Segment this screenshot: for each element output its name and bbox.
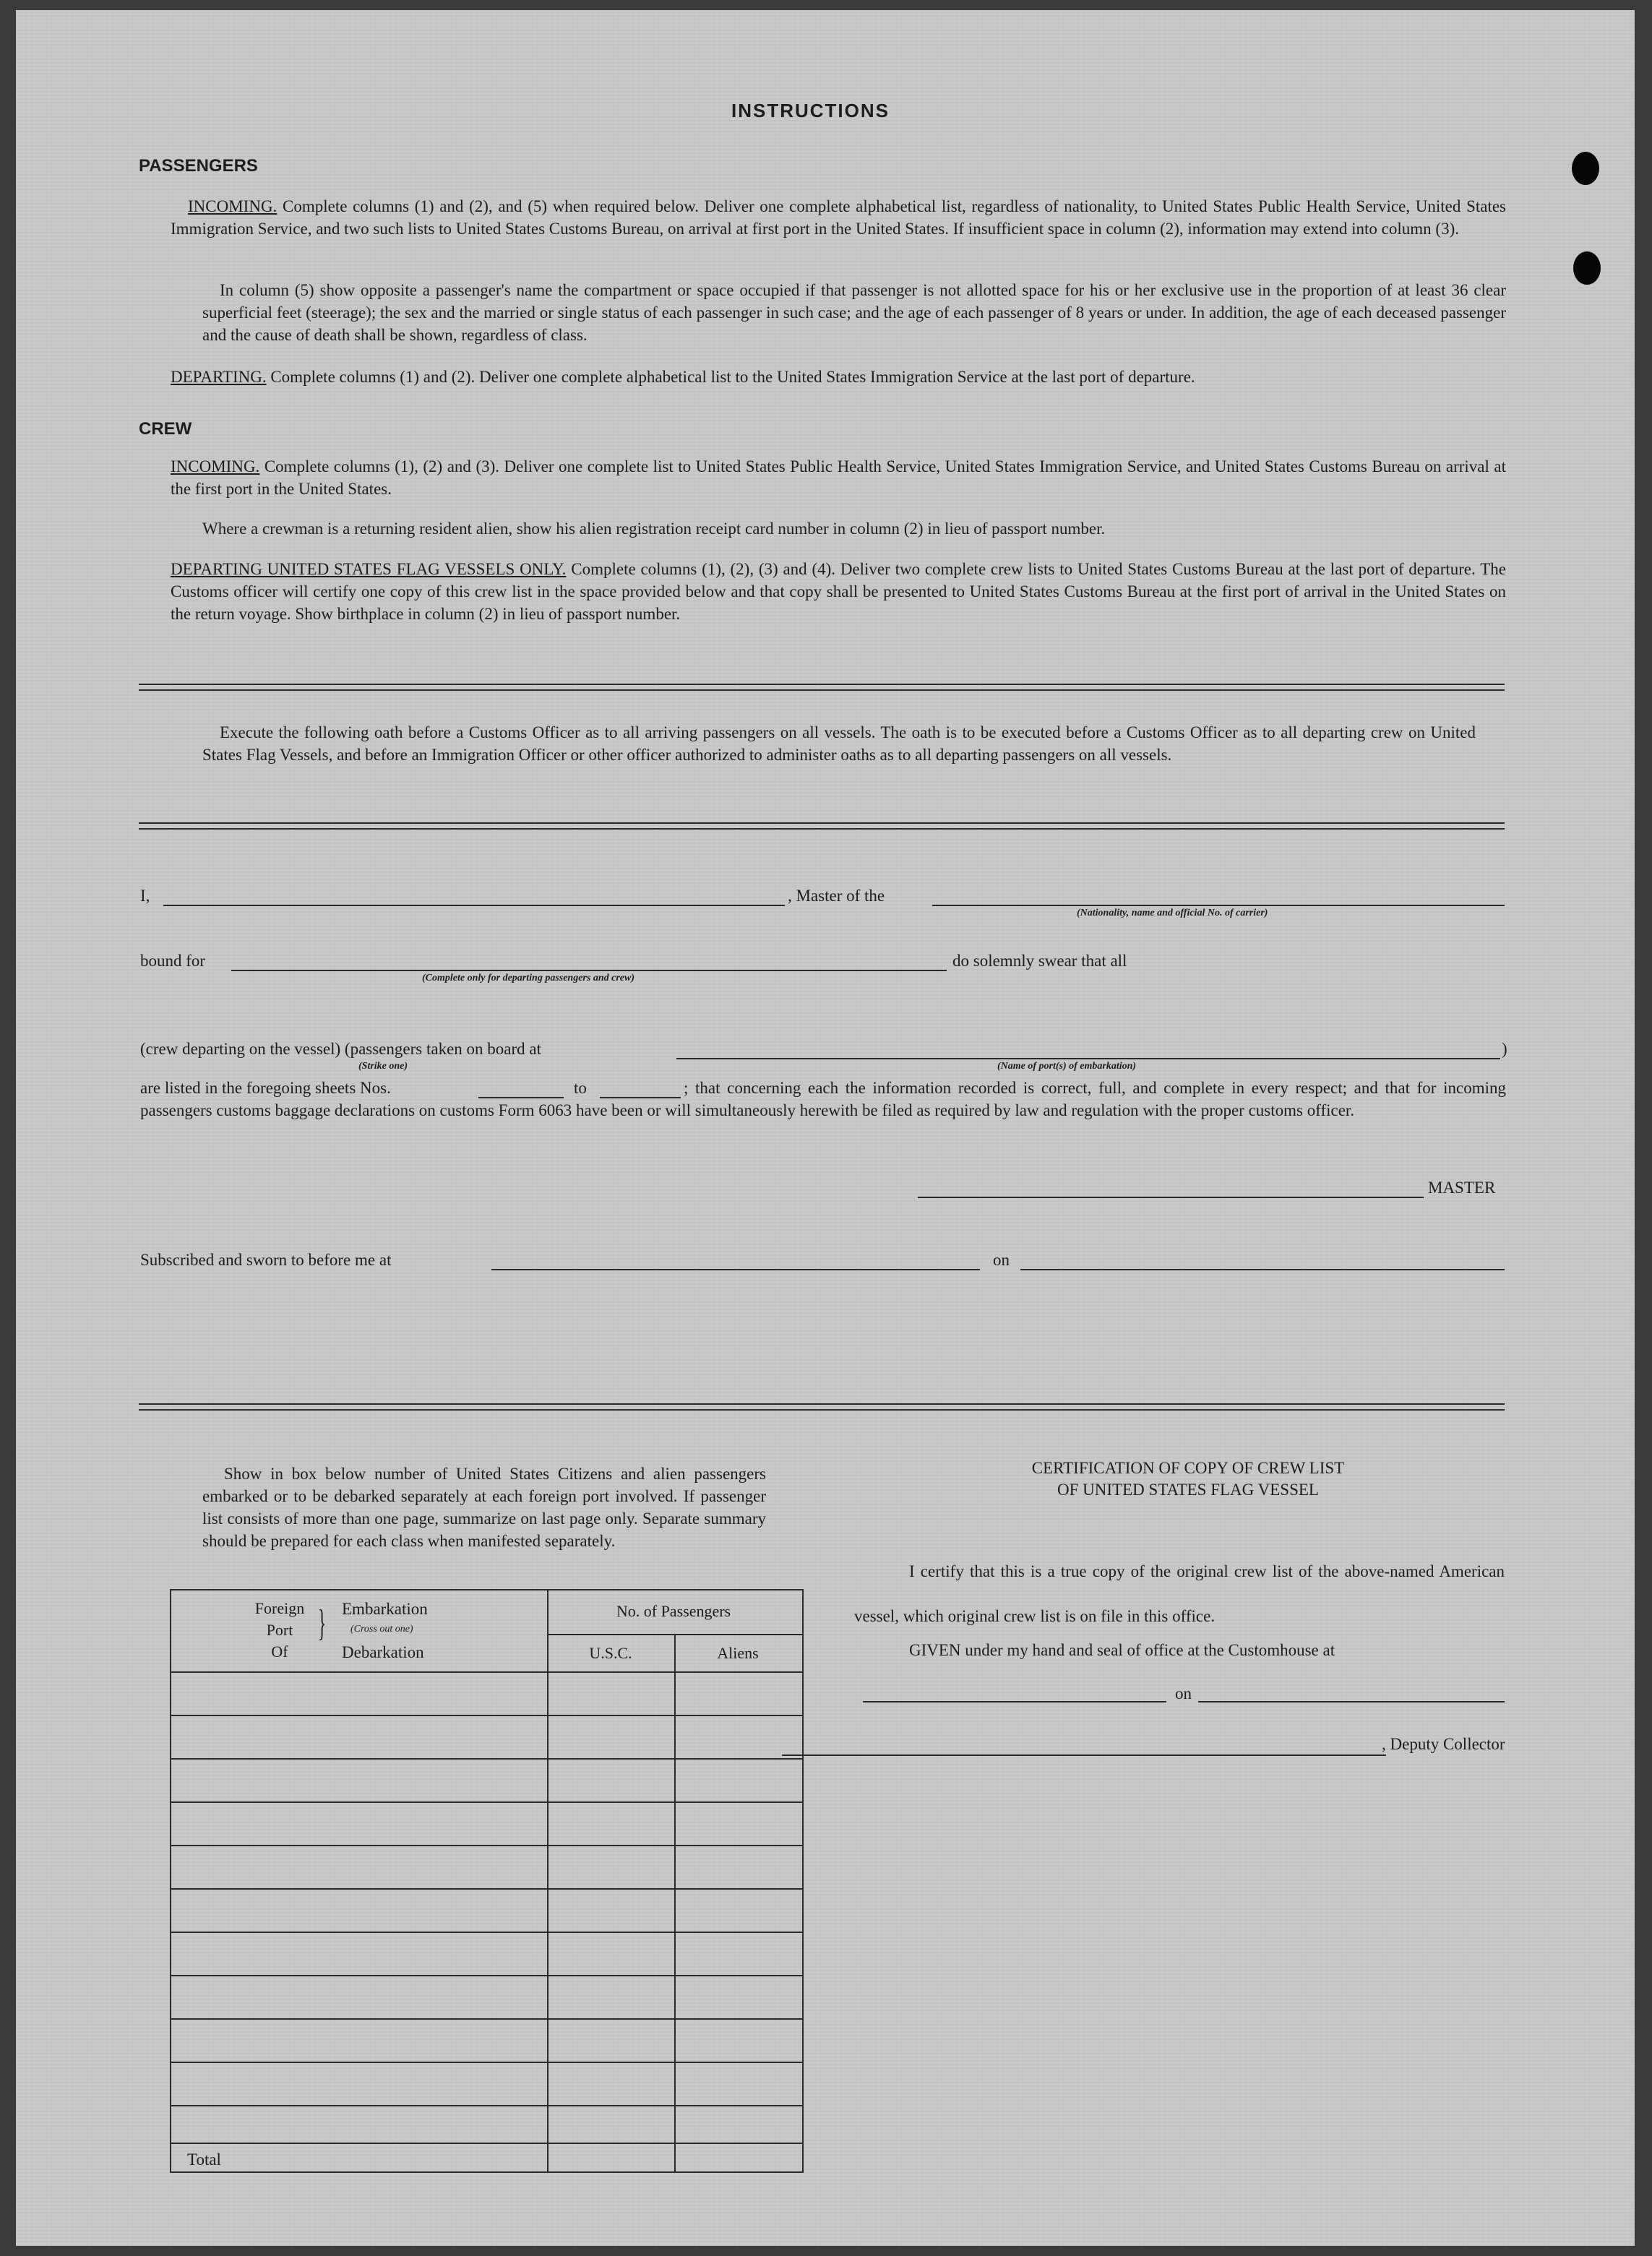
certification-heading-1: CERTIFICATION OF COPY OF CREW LIST <box>1031 1459 1345 1477</box>
deputy-collector-label: , Deputy Collector <box>1382 1735 1505 1753</box>
deputy-signature-field[interactable] <box>782 1755 1386 1756</box>
section-divider <box>139 684 1505 691</box>
crew-departing-label: DEPARTING UNITED STATES FLAG VESSELS ONLY. <box>171 560 567 578</box>
page-title: INSTRUCTIONS <box>731 100 890 121</box>
master-signature-field[interactable] <box>918 1197 1424 1198</box>
crew-departing-text: Complete columns (1), (2), (3) and (4). Deliver two complete crew lists to United States Customs Bureau at the last port of departure. The Customs officer will certify one copy of this crew list in the space provided below and that copy shall be presented to United States Customs Bureau at the first port of arrival in the United States on the return voyage. Show birthplace in column (2) in lieu of passport number. <box>171 560 1507 623</box>
passengers-column5-paragraph: In column (5) show opposite a passenger's name the compartment or space occupied if that passenger is not allotted space for his or her exclusive use in the proportion of at least 36 clear superficial feet (steerage); the sex and the married or single status of each passenger in such case; and the age of each passenger of 8 years or under. In addition, the age of each deceased passenger and the cause of death shall be shown, regardless of class. <box>202 281 1506 344</box>
carrier-field[interactable] <box>932 905 1505 906</box>
bound-for-label: bound for <box>140 952 206 970</box>
cross-out-caption: (Cross out one) <box>350 1624 413 1635</box>
sworn-on-label: on <box>993 1251 1010 1269</box>
col-debarkation: Debarkation <box>342 1643 424 1661</box>
sworn-date-field[interactable] <box>1020 1269 1505 1270</box>
col-aliens: Aliens <box>717 1644 759 1662</box>
document-page <box>16 10 1635 2246</box>
oath-i-label: I, <box>140 887 150 905</box>
crew-departing-text: (crew departing on the vessel) (passengers taken on board at <box>140 1040 541 1058</box>
punch-hole-bottom <box>1573 251 1601 285</box>
master-label: MASTER <box>1428 1179 1496 1197</box>
given-text: GIVEN under my hand and seal of office at the Customhouse at <box>909 1641 1335 1659</box>
crew-incoming-paragraph <box>171 455 1506 500</box>
crew-heading: CREW <box>139 419 192 439</box>
close-paren: ) <box>1502 1040 1507 1058</box>
col-usc: U.S.C. <box>589 1644 632 1662</box>
passengers-heading: PASSENGERS <box>139 156 258 176</box>
master-name-field[interactable] <box>163 905 785 906</box>
ports-caption: (Name of port(s) of embarkation) <box>997 1061 1137 1072</box>
certify-paragraph: I certify that this is a true copy of the original crew list of the above-named American vessel, which original crew list is on file in this office. <box>854 1562 1505 1625</box>
section-divider <box>139 1403 1505 1411</box>
swear-text: do solemnly swear that all <box>952 952 1127 970</box>
crew-incoming-text: Complete columns (1), (2) and (3). Deliver one complete list to United States Public Health Service, United States Immigration Service, and United States Customs Bureau on arrival at the first port in the United States. <box>171 457 1506 498</box>
col-port: Port <box>266 1621 293 1639</box>
ports-field[interactable] <box>676 1058 1500 1059</box>
customhouse-field[interactable] <box>863 1701 1166 1702</box>
sworn-place-field[interactable] <box>491 1269 980 1270</box>
crew-incoming-label: INCOMING. <box>171 457 260 475</box>
to-text: to <box>574 1079 587 1097</box>
col-of: Of <box>271 1643 288 1661</box>
col-no-passengers: No. of Passengers <box>616 1602 731 1620</box>
bound-for-field[interactable] <box>231 970 947 971</box>
passenger-summary-table <box>170 1589 804 2173</box>
listed-in-text: are listed in the foregoing sheets Nos. <box>140 1079 391 1097</box>
oath-master-of: , Master of the <box>788 887 885 905</box>
col-embarkation: Embarkation <box>342 1600 428 1618</box>
col-foreign: Foreign <box>254 1599 305 1617</box>
crew-departing-paragraph <box>171 558 1506 625</box>
oath-intro-paragraph: Execute the following oath before a Customs Officer as to all arriving passengers on all vessels. The oath is to be executed before a Customs Officer as to all departing crew on United States Flag Vessels, and before an Immigration Officer or other officer authorized to administer oaths as to all departing passengers on all vessels. <box>202 723 1476 764</box>
summary-instructions: Show in box below number of United States Citizens and alien passengers embarked or to be debarked separately at each foreign port involved. If passenger list consists of more than one page, summarize on last page only. Separate summary should be prepared for each class when manifested separately. <box>202 1465 766 1550</box>
section-divider <box>139 822 1505 830</box>
certification-heading-2: OF UNITED STATES FLAG VESSEL <box>1057 1481 1319 1499</box>
total-label: Total <box>187 2150 221 2169</box>
subscribed-text: Subscribed and sworn to before me at <box>140 1251 392 1269</box>
brace-icon: } <box>317 1603 327 1644</box>
passengers-incoming-label: INCOMING. <box>188 197 278 215</box>
certification-on-label: on <box>1175 1684 1192 1702</box>
crew-resident-paragraph: Where a crewman is a returning resident alien, show his alien registration receipt card number in column (2) in lieu of passport number. <box>202 520 1106 538</box>
strike-caption: (Strike one) <box>358 1061 408 1072</box>
listed-rest-paragraph: ; that concerning each the information recorded is correct, full, and complete in every respect; and that for incoming passengers customs baggage declarations on customs Form 6063 have been or will simultaneously herewith be filed as required by law and regulation with the proper customs officer. <box>140 1079 1506 1119</box>
passengers-incoming-text: Complete columns (1) and (2), and (5) when required below. Deliver one complete alphabetical list, regardless of nationality, to United States Public Health Service, United States Immigration Service, and two such lists to United States Customs Bureau, on arrival at first port in the United States. If insufficient space in column (2), information may extend into column (3). <box>171 197 1507 238</box>
certification-date-field[interactable] <box>1198 1701 1505 1702</box>
passengers-departing-text: Complete columns (1) and (2). Deliver one complete alphabetical list to the United States Immigration Service at the last port of departure. <box>270 368 1195 386</box>
carrier-caption: (Nationality, name and official No. of carrier) <box>1077 908 1268 918</box>
passengers-departing-label: DEPARTING. <box>171 368 267 386</box>
punch-hole-top <box>1572 152 1599 185</box>
passengers-incoming-paragraph <box>171 195 1506 240</box>
bound-for-caption: (Complete only for departing passengers and crew) <box>422 973 634 983</box>
passengers-departing-paragraph <box>171 366 1506 388</box>
